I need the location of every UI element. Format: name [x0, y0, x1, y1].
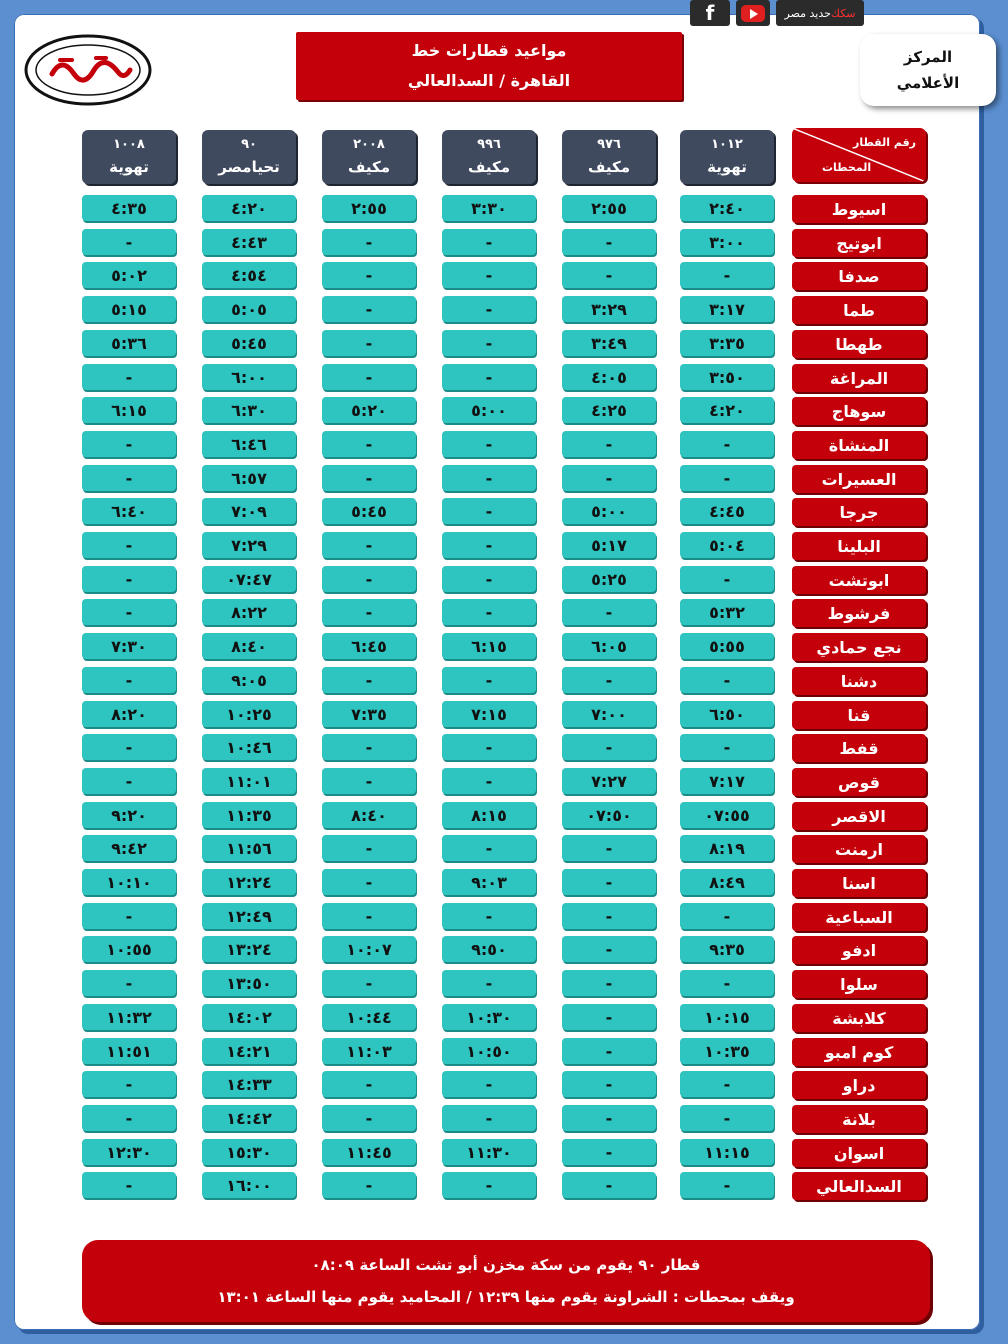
- time-cell: ٢:٤٠: [680, 195, 774, 221]
- time-cell: ١٠:٠٧: [322, 936, 416, 962]
- train-number: ٩٧٦: [597, 137, 621, 152]
- time-cell: ٧:٢٧: [562, 768, 656, 794]
- station-name: العسيرات: [792, 465, 926, 493]
- time-cell: ٦:٠٠: [202, 364, 296, 390]
- time-cell: ٤:٠٥: [562, 364, 656, 390]
- time-cell: -: [442, 1105, 536, 1131]
- time-cell: ١٠:٥٥: [82, 936, 176, 962]
- station-name: السباعية: [792, 903, 926, 931]
- station-name: اسيوط: [792, 195, 926, 223]
- time-cell: -: [322, 229, 416, 255]
- time-cell: ٩:٣٥: [680, 936, 774, 962]
- time-cell: -: [562, 835, 656, 861]
- station-name: قفط: [792, 734, 926, 762]
- time-cell: -: [562, 1038, 656, 1064]
- station-name: طما: [792, 296, 926, 324]
- time-cell: ٨:٤٠: [322, 802, 416, 828]
- time-cell: -: [322, 869, 416, 895]
- time-cell: ١٢:٣٠: [82, 1139, 176, 1165]
- time-cell: ١١:٥٦: [202, 835, 296, 861]
- time-cell: -: [442, 599, 536, 625]
- time-cell: -: [82, 1071, 176, 1097]
- time-cell: -: [562, 869, 656, 895]
- station-name: بلانة: [792, 1105, 926, 1133]
- time-cell: ٤:٢٠: [680, 397, 774, 423]
- time-cell: -: [680, 667, 774, 693]
- train-header: [322, 130, 416, 184]
- time-cell: ١٢:٢٤: [202, 869, 296, 895]
- time-cell: -: [680, 262, 774, 288]
- time-cell: -: [442, 734, 536, 760]
- time-cell: -: [680, 1172, 774, 1198]
- time-cell: -: [322, 903, 416, 929]
- time-cell: -: [562, 667, 656, 693]
- time-cell: -: [82, 734, 176, 760]
- time-cell: -: [680, 431, 774, 457]
- time-cell: -: [562, 465, 656, 491]
- time-cell: ٩:٥٠: [442, 936, 536, 962]
- station-name: كلابشة: [792, 1004, 926, 1032]
- station-name: قوص: [792, 768, 926, 796]
- time-cell: -: [442, 903, 536, 929]
- time-cell: ٦:٤٦: [202, 431, 296, 457]
- time-cell: ٤:٢٥: [562, 397, 656, 423]
- time-cell: ٩:٤٢: [82, 835, 176, 861]
- time-cell: -: [82, 364, 176, 390]
- corner-header: [792, 128, 926, 182]
- time-cell: -: [680, 1105, 774, 1131]
- station-name: طهطا: [792, 330, 926, 358]
- time-cell: ١٤:٢١: [202, 1038, 296, 1064]
- time-cell: -: [562, 599, 656, 625]
- time-cell: -: [442, 1071, 536, 1097]
- media-center-badge: [860, 34, 996, 106]
- facebook-icon[interactable]: f: [690, 0, 730, 26]
- station-name: السدالعالي: [792, 1172, 926, 1200]
- time-cell: ٨:١٩: [680, 835, 774, 861]
- time-cell: -: [442, 835, 536, 861]
- station-name: ادفو: [792, 936, 926, 964]
- youtube-icon[interactable]: [736, 0, 770, 26]
- time-cell: ١٢:٤٩: [202, 903, 296, 929]
- train-number: ١٠٠٨: [113, 137, 145, 152]
- time-cell: -: [82, 1105, 176, 1131]
- time-cell: -: [82, 431, 176, 457]
- station-name: ابوتيج: [792, 229, 926, 257]
- station-name: صدفا: [792, 262, 926, 290]
- time-cell: ٠٧:٥٠: [562, 802, 656, 828]
- time-cell: ٦:٥٠: [680, 701, 774, 727]
- footer-line-2: ويقف بمحطات : الشراونة يقوم منها ١٢:٣٩ / المحاميد يقوم منها الساعة ١٣:٠١: [217, 1288, 795, 1306]
- time-cell: ١١:٣٠: [442, 1139, 536, 1165]
- train-header: [82, 130, 176, 184]
- time-cell: ٧:١٧: [680, 768, 774, 794]
- time-cell: ١٠:٤٤: [322, 1004, 416, 1030]
- time-cell: -: [322, 667, 416, 693]
- time-cell: ٢:٥٥: [322, 195, 416, 221]
- time-cell: ٨:٤٠: [202, 633, 296, 659]
- train-header: [680, 130, 774, 184]
- time-cell: -: [82, 768, 176, 794]
- time-cell: ٤:٤٣: [202, 229, 296, 255]
- time-cell: ١١:٠٣: [322, 1038, 416, 1064]
- time-cell: ٦:٤٠: [82, 498, 176, 524]
- corner-station-label: المحطات: [822, 161, 872, 174]
- station-name: قنا: [792, 701, 926, 729]
- time-cell: ١٣:٢٤: [202, 936, 296, 962]
- time-cell: ٦:١٥: [442, 633, 536, 659]
- time-cell: ٩:٠٥: [202, 667, 296, 693]
- time-cell: -: [322, 1071, 416, 1097]
- station-name: فرشوط: [792, 599, 926, 627]
- station-name: اسنا: [792, 869, 926, 897]
- time-cell: -: [680, 734, 774, 760]
- time-cell: -: [322, 835, 416, 861]
- time-cell: ٣:٣٠: [442, 195, 536, 221]
- station-name: سوهاج: [792, 397, 926, 425]
- station-name: كوم امبو: [792, 1038, 926, 1066]
- time-cell: -: [322, 734, 416, 760]
- time-cell: -: [82, 599, 176, 625]
- time-cell: -: [322, 566, 416, 592]
- train-number: ٩٠: [241, 137, 257, 152]
- time-cell: ٦:٣٠: [202, 397, 296, 423]
- train-header: [562, 130, 656, 184]
- time-cell: ٨:٤٩: [680, 869, 774, 895]
- time-cell: ٥:٠٠: [442, 397, 536, 423]
- train-header: [442, 130, 536, 184]
- time-cell: ١٠:١٥: [680, 1004, 774, 1030]
- time-cell: ٥:٤٥: [322, 498, 416, 524]
- station-name: جرجا: [792, 498, 926, 526]
- time-cell: -: [322, 465, 416, 491]
- time-cell: ١١:٣٢: [82, 1004, 176, 1030]
- time-cell: -: [562, 229, 656, 255]
- time-cell: ٣:٢٩: [562, 296, 656, 322]
- time-cell: -: [680, 465, 774, 491]
- time-cell: -: [442, 262, 536, 288]
- time-cell: -: [82, 229, 176, 255]
- time-cell: -: [82, 667, 176, 693]
- time-cell: -: [562, 1105, 656, 1131]
- time-cell: ٣:١٧: [680, 296, 774, 322]
- time-cell: -: [82, 903, 176, 929]
- time-cell: -: [562, 1172, 656, 1198]
- time-cell: -: [562, 431, 656, 457]
- time-cell: -: [82, 532, 176, 558]
- time-cell: -: [562, 734, 656, 760]
- time-cell: -: [562, 970, 656, 996]
- time-cell: -: [322, 262, 416, 288]
- time-cell: ١١:٣٥: [202, 802, 296, 828]
- time-cell: -: [322, 1105, 416, 1131]
- social-strip: [690, 0, 864, 28]
- time-cell: -: [442, 1172, 536, 1198]
- time-cell: -: [562, 1139, 656, 1165]
- time-cell: -: [322, 532, 416, 558]
- time-cell: -: [442, 768, 536, 794]
- time-cell: ١١:٠١: [202, 768, 296, 794]
- center-line-1: المركز: [903, 48, 953, 66]
- time-cell: -: [442, 431, 536, 457]
- time-cell: ٥:٠٤: [680, 532, 774, 558]
- time-cell: -: [82, 1172, 176, 1198]
- time-cell: ٦:٠٥: [562, 633, 656, 659]
- station-name: اسوان: [792, 1139, 926, 1167]
- time-cell: -: [680, 903, 774, 929]
- time-cell: ٣:٠٠: [680, 229, 774, 255]
- footer-note: [82, 1240, 930, 1322]
- time-cell: -: [680, 566, 774, 592]
- time-cell: -: [322, 431, 416, 457]
- time-cell: -: [322, 364, 416, 390]
- title-banner: [296, 32, 682, 100]
- time-cell: ٥:٠٢: [82, 262, 176, 288]
- time-cell: ٧:٣٥: [322, 701, 416, 727]
- time-cell: ١٠:٥٠: [442, 1038, 536, 1064]
- train-number: ٩٩٦: [477, 137, 501, 152]
- time-cell: ١٠:٤٦: [202, 734, 296, 760]
- station-name: البلينا: [792, 532, 926, 560]
- time-cell: ٧:٢٩: [202, 532, 296, 558]
- time-cell: ١٠:٢٥: [202, 701, 296, 727]
- time-cell: ٢:٥٥: [562, 195, 656, 221]
- time-cell: ٥:٣٢: [680, 599, 774, 625]
- time-cell: ٥:٤٥: [202, 330, 296, 356]
- time-cell: -: [82, 566, 176, 592]
- time-cell: ١١:٤٥: [322, 1139, 416, 1165]
- train-header: [202, 130, 296, 184]
- center-line-2: الأعلامي: [896, 74, 960, 92]
- train-type: مكيف: [588, 158, 630, 176]
- time-cell: -: [562, 1004, 656, 1030]
- station-name: دراو: [792, 1071, 926, 1099]
- time-cell: ٨:٢٢: [202, 599, 296, 625]
- station-name: المراغة: [792, 364, 926, 392]
- train-type: تهوية: [707, 158, 747, 176]
- time-cell: -: [322, 970, 416, 996]
- time-cell: -: [562, 262, 656, 288]
- time-cell: ٤:٤٥: [680, 498, 774, 524]
- time-cell: ٣:٤٩: [562, 330, 656, 356]
- train-type: تحيامصر: [218, 158, 280, 176]
- train-type: مكيف: [348, 158, 390, 176]
- time-cell: ٥:٢٥: [562, 566, 656, 592]
- time-cell: ٣:٥٠: [680, 364, 774, 390]
- time-cell: ٦:٤٥: [322, 633, 416, 659]
- time-cell: ٧:١٥: [442, 701, 536, 727]
- time-cell: -: [562, 936, 656, 962]
- train-type: تهوية: [109, 158, 149, 176]
- station-name: دشنا: [792, 667, 926, 695]
- time-cell: ٤:٢٠: [202, 195, 296, 221]
- time-cell: ١١:١٥: [680, 1139, 774, 1165]
- time-cell: ٥:٣٦: [82, 330, 176, 356]
- time-cell: ١٣:٥٠: [202, 970, 296, 996]
- station-name: ارمنت: [792, 835, 926, 863]
- time-cell: -: [442, 465, 536, 491]
- time-cell: ٨:٢٠: [82, 701, 176, 727]
- time-cell: ٧:٠٠: [562, 701, 656, 727]
- footer-line-1: قطار ٩٠ يقوم من سكة مخزن أبو تشت الساعة ٠٨:٠٩: [311, 1256, 701, 1274]
- station-name: سلوا: [792, 970, 926, 998]
- time-cell: -: [322, 296, 416, 322]
- time-cell: -: [442, 364, 536, 390]
- time-cell: -: [322, 1172, 416, 1198]
- time-cell: ٤:٣٥: [82, 195, 176, 221]
- time-cell: ٠٧:٤٧: [202, 566, 296, 592]
- time-cell: ٦:١٥: [82, 397, 176, 423]
- time-cell: ٩:٢٠: [82, 802, 176, 828]
- time-cell: ١٠:٣٠: [442, 1004, 536, 1030]
- time-cell: -: [82, 465, 176, 491]
- station-name: الاقصر: [792, 802, 926, 830]
- time-cell: ١٤:٣٣: [202, 1071, 296, 1097]
- time-cell: -: [442, 229, 536, 255]
- time-cell: -: [442, 667, 536, 693]
- time-cell: ٦:٥٧: [202, 465, 296, 491]
- time-cell: ٥:٥٥: [680, 633, 774, 659]
- train-type: مكيف: [468, 158, 510, 176]
- time-cell: -: [442, 296, 536, 322]
- time-cell: ١٤:٤٢: [202, 1105, 296, 1131]
- time-cell: ٥:٢٠: [322, 397, 416, 423]
- time-cell: ٣:٣٥: [680, 330, 774, 356]
- corner-train-label: رقم القطار: [853, 136, 916, 149]
- time-cell: -: [82, 970, 176, 996]
- time-cell: -: [442, 970, 536, 996]
- station-name: نجع حمادي: [792, 633, 926, 661]
- time-cell: ٨:١٥: [442, 802, 536, 828]
- time-cell: ٧:٣٠: [82, 633, 176, 659]
- time-cell: ٥:١٥: [82, 296, 176, 322]
- time-cell: -: [442, 330, 536, 356]
- time-cell: -: [680, 1071, 774, 1097]
- time-cell: ٥:١٧: [562, 532, 656, 558]
- station-name: ابوتشت: [792, 566, 926, 594]
- time-cell: ٥:٠٥: [202, 296, 296, 322]
- time-cell: ٥:٠٠: [562, 498, 656, 524]
- time-cell: ٩:٠٣: [442, 869, 536, 895]
- time-cell: ١١:٥١: [82, 1038, 176, 1064]
- time-cell: ١٥:٣٠: [202, 1139, 296, 1165]
- title-line-1: مواعيد قطارات خط: [411, 41, 567, 60]
- time-cell: ١٠:٣٥: [680, 1038, 774, 1064]
- time-cell: ٠٧:٥٥: [680, 802, 774, 828]
- train-number: ١٠١٢: [711, 137, 743, 152]
- brand-label: سكك حديد مصر: [776, 0, 864, 26]
- station-name: المنشاة: [792, 431, 926, 459]
- time-cell: ١٤:٠٢: [202, 1004, 296, 1030]
- egyptian-railways-logo: [22, 30, 154, 110]
- time-cell: ١٠:١٠: [82, 869, 176, 895]
- time-cell: -: [442, 498, 536, 524]
- time-cell: -: [442, 532, 536, 558]
- time-cell: -: [322, 768, 416, 794]
- time-cell: -: [442, 566, 536, 592]
- time-cell: -: [562, 1071, 656, 1097]
- train-number: ٢٠٠٨: [353, 137, 385, 152]
- title-line-2: القاهرة / السدالعالي: [407, 71, 571, 90]
- time-cell: -: [322, 330, 416, 356]
- time-cell: -: [680, 970, 774, 996]
- time-cell: ٤:٥٤: [202, 262, 296, 288]
- time-cell: ١٦:٠٠: [202, 1172, 296, 1198]
- time-cell: ٧:٠٩: [202, 498, 296, 524]
- time-cell: -: [562, 903, 656, 929]
- time-cell: -: [322, 599, 416, 625]
